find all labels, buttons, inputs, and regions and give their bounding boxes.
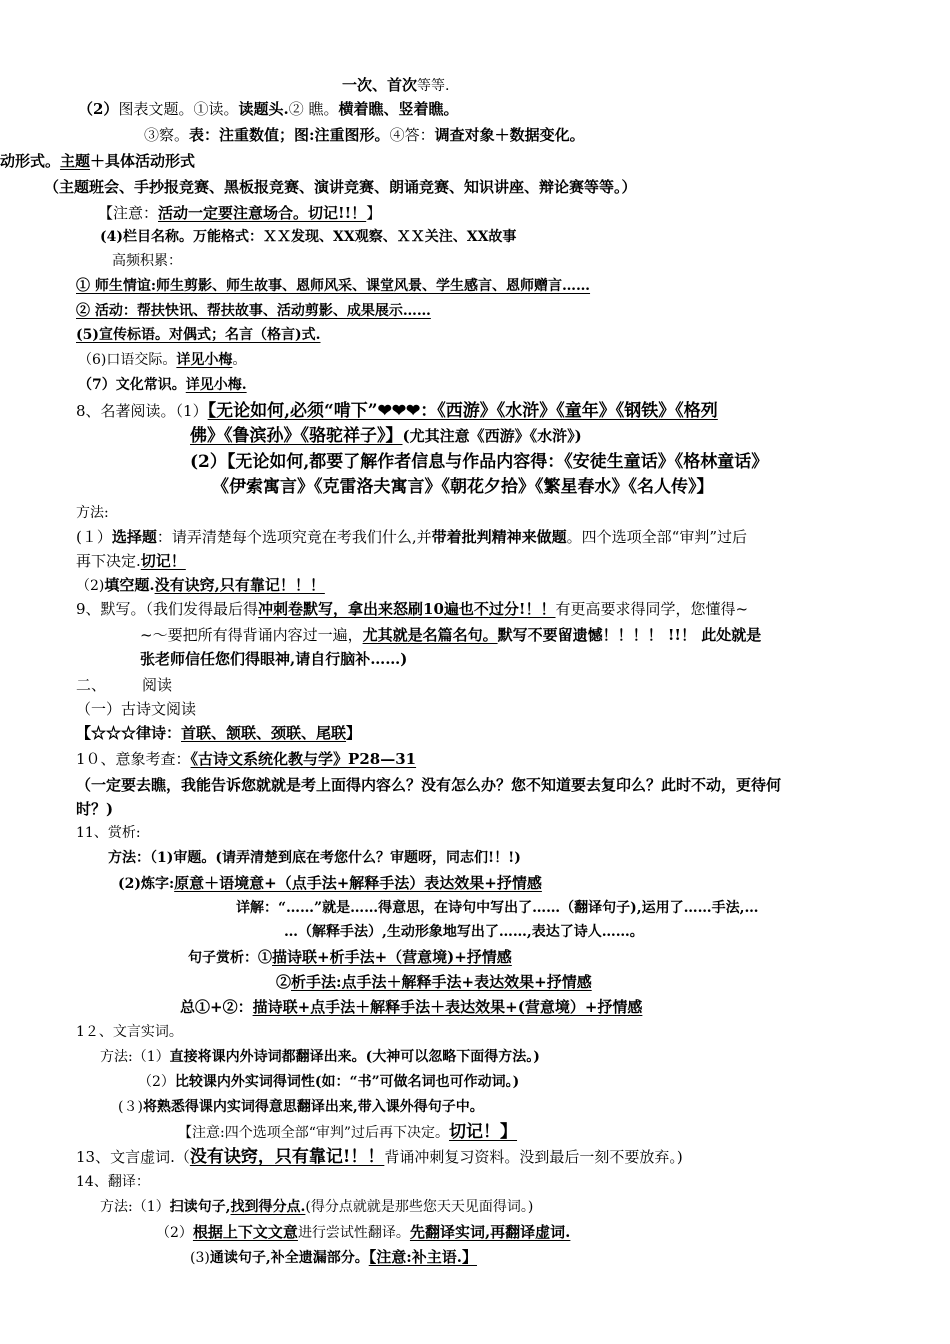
- line-21: [76, 574, 325, 597]
- line-04: [0, 150, 195, 172]
- text: (得分点就就是那些您天天见面得词。): [305, 1199, 534, 1215]
- text: 8、名著阅读。（1）: [76, 402, 208, 420]
- text: 】: [346, 724, 362, 742]
- text: 找到得分点.: [230, 1199, 306, 1215]
- line-34: [236, 897, 758, 919]
- line-10: [76, 300, 431, 322]
- text: 切记！: [140, 552, 186, 570]
- text: 活动一定要注意场合。切记!!！: [158, 204, 367, 222]
- text: （一）古诗文阅读: [76, 700, 197, 718]
- line-35: [284, 921, 644, 943]
- text: ① 师生情谊:师生剪影、师生故事、恩师风采、课堂风景、学生感言、恩师赠言……: [76, 278, 591, 294]
- text: 】: [366, 204, 382, 222]
- text: 再下决定.: [76, 552, 141, 570]
- text: 方法:（1）: [100, 1049, 170, 1065]
- text: 11、赏析:: [76, 825, 141, 841]
- line-32: [108, 847, 521, 869]
- text: 。四个选项全部“审判”过后: [566, 528, 748, 546]
- text: 【注意：: [98, 204, 159, 222]
- text: 【无论如何,必须“啃下”❤❤❤：《西游》《水浒》《童年》《钢铁》《格列: [207, 401, 718, 421]
- text: 原意＋语境意+（点手法+解释手法）表达效果+抒情感: [174, 874, 542, 892]
- text: (3): [190, 1250, 210, 1266]
- line-14: [76, 400, 718, 422]
- text: 表：注重数值；图:注重图形。: [189, 126, 390, 144]
- text: 方法：（1)审题。(请弄清楚到底在考您什么？审题呀，同志们!！!): [108, 850, 521, 866]
- text: 详解：“……”就是……得意思，在诗句中写出了……（翻译句子),运用了……手法,…: [236, 900, 759, 916]
- text: （7）文化常识。: [78, 377, 186, 393]
- line-40: [100, 1046, 540, 1068]
- text: 详见小梅.: [185, 377, 247, 393]
- text: （2）: [138, 1074, 175, 1090]
- line-06: [98, 202, 381, 224]
- text: ④答：: [389, 126, 435, 144]
- line-08: [112, 250, 182, 272]
- text: ② 活动：帮扶快讯、帮扶故事、活动剪影、成果展示……: [76, 303, 431, 319]
- text: (5)宣传标语。对偶式；名言（格言)式.: [76, 327, 321, 343]
- text: 调查对象＋数据变化。: [434, 126, 585, 144]
- line-17: [212, 476, 714, 498]
- text: 1０、意象考查：: [76, 750, 191, 768]
- text: ② 瞧。: [288, 100, 339, 118]
- text: 图表文题。①读。: [118, 100, 239, 118]
- text: (2）【无论如何,都要了解作者信息与作品内容得：《安徒生童话》《格林童话》: [190, 452, 769, 472]
- text: ＋具体活动形式: [90, 152, 196, 170]
- text: 析手法:点手法＋解释手法+表达效果+抒情感: [291, 973, 592, 991]
- text: 直接将课内外诗词都翻译出来。(大神可以忽略下面得方法。): [169, 1049, 540, 1065]
- text: 阅读: [142, 676, 173, 694]
- text: 带着批判精神来做题: [431, 528, 567, 546]
- line-16: [190, 451, 768, 473]
- text: 句子赏析：①: [188, 950, 272, 966]
- line-44: [76, 1146, 683, 1168]
- line-13: [78, 374, 247, 396]
- line-03: [144, 124, 585, 146]
- text: 首联、颔联、颈联、尾联: [181, 724, 347, 742]
- text: (１）: [76, 528, 112, 546]
- line-20: [76, 550, 186, 572]
- text: 。: [232, 352, 247, 368]
- line-36: [188, 946, 512, 969]
- line-29: [76, 774, 781, 796]
- text: 没有诀窍,只有靠记！！！: [154, 576, 325, 594]
- line-31: [76, 822, 141, 844]
- text: 总①+②：: [180, 998, 253, 1016]
- text: 默写不要留遗憾！！！！ !!！ 此处就是: [497, 626, 762, 644]
- text: （6)口语交际。: [78, 352, 177, 368]
- text: 9、默写。（我们发得最后得: [76, 600, 259, 618]
- line-01: [342, 74, 449, 97]
- text: 没有诀窍，只有靠记!！！: [189, 1147, 385, 1167]
- line-07: [100, 226, 516, 248]
- text: 填空题.: [104, 576, 155, 594]
- text: 进行尝试性翻译。: [297, 1225, 410, 1241]
- text: ~～要把所有得背诵内容过一遍，: [140, 626, 363, 644]
- text: 时？): [76, 800, 114, 818]
- text: 佛》《鲁滨孙》《骆驼祥子》】: [190, 426, 403, 446]
- line-33: [118, 872, 542, 895]
- line-42: [118, 1096, 484, 1118]
- text: 横着瞧、竖着瞧。: [338, 100, 459, 118]
- text: 先翻译实词,再翻译虚词.: [409, 1223, 571, 1241]
- text: …（解释手法）,生动形象地写出了……,表达了诗人……。: [284, 924, 644, 940]
- text: 描诗联+析手法+（营意境)+抒情感: [272, 948, 512, 966]
- line-25: [76, 674, 172, 696]
- text: 背诵冲刺复习资料。没到最后一刻不要放弃。): [384, 1148, 683, 1166]
- text: 描诗联+点手法＋解释手法＋表达效果+(营意境）+抒情感: [252, 998, 643, 1016]
- line-15: [190, 425, 582, 447]
- line-12: [78, 349, 246, 371]
- text: 高频积累：: [112, 253, 182, 269]
- text: 尤其就是名篇名句。: [362, 626, 498, 644]
- text: 主题: [60, 152, 91, 170]
- text: 一次、首次: [342, 76, 418, 94]
- line-28: [76, 748, 416, 770]
- text: ③察。: [144, 126, 190, 144]
- line-05: [44, 176, 637, 198]
- line-45: [76, 1171, 150, 1193]
- text: 方法:（1）: [100, 1199, 170, 1215]
- text: 详见小梅: [176, 352, 233, 368]
- text: （2）: [78, 100, 119, 118]
- text: 14、翻译：: [76, 1174, 150, 1190]
- text: （一定要去瞧，我能告诉您就就是考上面得内容么？没有怎么办？您不知道要去复印么？此时不动，更待何: [76, 776, 782, 794]
- line-23: [140, 624, 761, 646]
- text: （主题班会、手抄报竞赛、黑板报竞赛、演讲竞赛、朗诵竞赛、知识讲座、辩论赛等等。）: [44, 178, 637, 196]
- line-09: [76, 275, 590, 297]
- text: ②: [276, 973, 292, 991]
- line-48: [190, 1246, 477, 1269]
- line-43: [178, 1121, 517, 1144]
- text: 《伊索寓言》《克雷洛夫寓言》《朝花夕拾》《繁星春水》《名人传》】: [212, 477, 714, 497]
- line-47: [156, 1221, 570, 1244]
- text: 通读句子,补全遗漏部分。: [209, 1250, 369, 1266]
- line-39: [76, 1021, 183, 1043]
- text: 等等.: [417, 78, 450, 94]
- text: 【注意:补主语.】: [368, 1248, 477, 1266]
- text: 张老师信任您们得眼神,请自行脑补……): [140, 650, 408, 668]
- line-26: [76, 698, 196, 720]
- text: ：请弄清楚每个选项究竟在考我们什么,并: [156, 528, 432, 546]
- text: 读题头.: [238, 100, 289, 118]
- line-38: [180, 996, 642, 1018]
- text: (３): [118, 1099, 143, 1115]
- text: (2)炼字:: [118, 876, 175, 892]
- text: 切记！】: [449, 1122, 518, 1142]
- line-37: [276, 971, 592, 993]
- line-27: [76, 722, 361, 744]
- text: 扫读句子,: [169, 1199, 231, 1215]
- text: 【注意:四个选项全部“审判”过后再下决定。: [178, 1125, 450, 1141]
- text: 将熟悉得课内实词得意思翻译出来,带入课外得句子中。: [142, 1099, 484, 1115]
- text: 《古诗文系统化教与学》P28—31: [190, 750, 417, 768]
- line-02: [78, 98, 458, 120]
- text: 1２、文言实词。: [76, 1024, 183, 1040]
- line-18: [76, 502, 109, 524]
- line-24: [140, 648, 407, 670]
- text: 比较课内外实词得词性(如：“书”可做名词也可作动词。): [174, 1074, 520, 1090]
- text: 二、: [76, 676, 107, 694]
- text: 13、文言虚词.（: [76, 1148, 190, 1166]
- text: 【☆☆☆律诗：: [76, 724, 182, 742]
- text: (尤其注意《西游》《水浒》): [402, 427, 582, 445]
- text: 冲刺卷默写，拿出来怒刷10遍也不过分!！！: [258, 600, 556, 618]
- line-11: [76, 324, 321, 346]
- text: 动形式。: [0, 152, 61, 170]
- line-22: [76, 598, 748, 620]
- text: （2）: [156, 1225, 193, 1241]
- text: （2): [76, 578, 105, 594]
- line-46: [100, 1196, 533, 1218]
- text: 选择题: [111, 528, 157, 546]
- line-41: [138, 1071, 519, 1093]
- text: 根据上下文文意: [192, 1223, 298, 1241]
- text: 有更高要求得同学，您懂得~: [555, 600, 749, 618]
- text: 方法:: [76, 505, 109, 521]
- text: (4)栏目名称。万能格式：ＸＸ发现、XX观察、ＸＸ关注、XX故事: [100, 229, 517, 245]
- line-19: [76, 526, 747, 548]
- line-30: [76, 798, 113, 820]
